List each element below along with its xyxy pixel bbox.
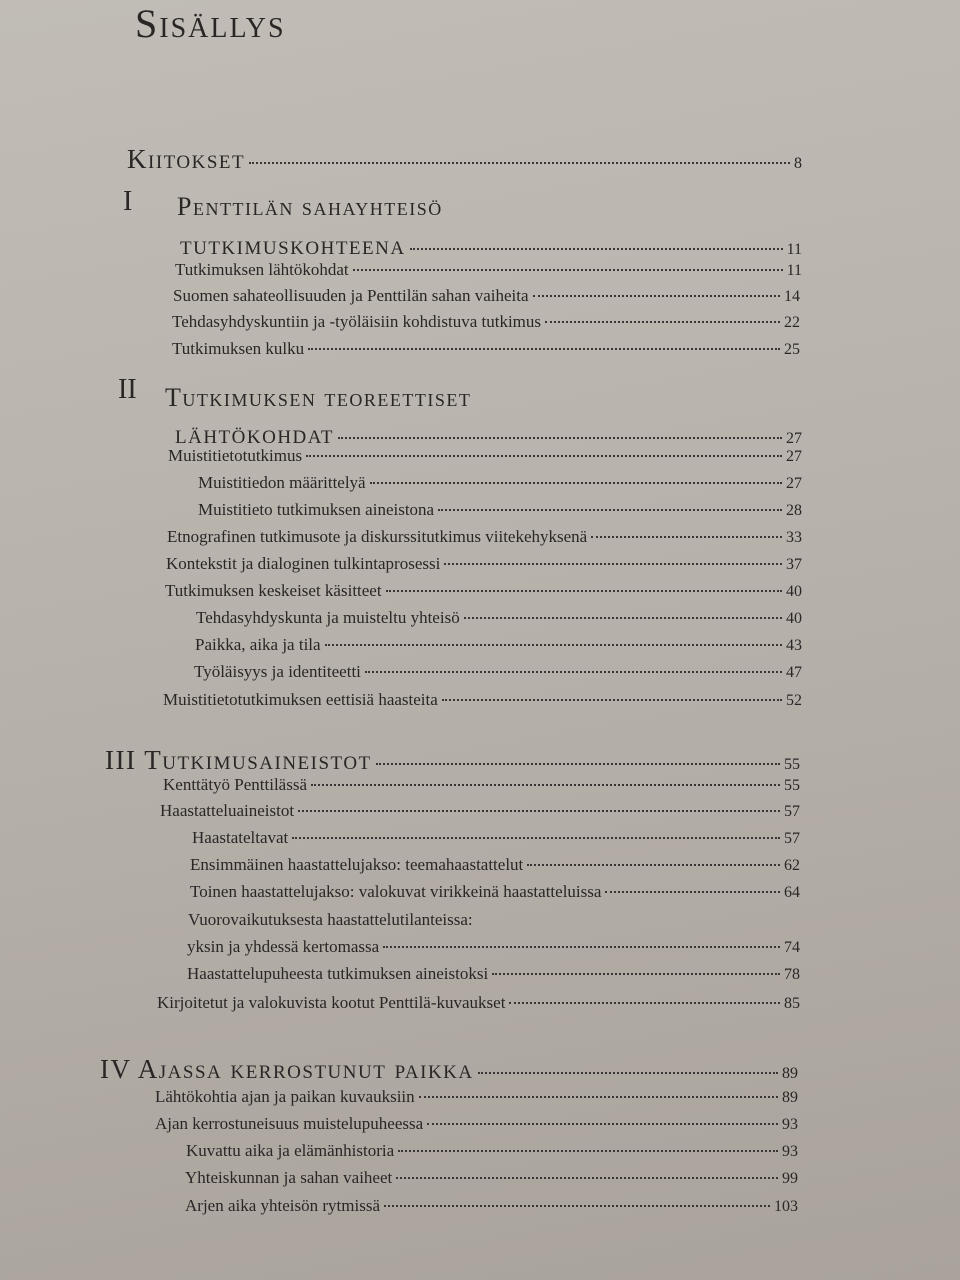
page-number: 28 bbox=[786, 502, 802, 519]
toc-section[interactable] bbox=[172, 337, 800, 361]
dot-leader bbox=[509, 1002, 780, 1004]
toc-entry-title: tutkimuskohteena bbox=[180, 230, 406, 260]
toc-section[interactable] bbox=[166, 552, 802, 576]
page-number: 55 bbox=[784, 756, 800, 773]
toc-entry-title: Toinen haastattelujakso: valokuvat virikkeinä haastatteluissa bbox=[190, 882, 602, 901]
page-number: 93 bbox=[782, 1116, 798, 1133]
page-number: 103 bbox=[774, 1198, 798, 1215]
toc-entry-title: Haastateltavat bbox=[192, 828, 289, 847]
toc-entry-title: Lähtökohtia ajan ja paikan kuvauksiin bbox=[155, 1087, 415, 1106]
toc-entry-title: Muistitieto tutkimuksen aineistona bbox=[198, 500, 435, 519]
toc-entry-title: Arjen aika yhteisön rytmissä bbox=[185, 1196, 380, 1215]
toc-entry-title: III Tutkimusaineistot bbox=[105, 745, 372, 775]
dot-leader bbox=[527, 864, 780, 866]
toc-subsection[interactable] bbox=[198, 471, 802, 495]
dot-leader bbox=[438, 509, 782, 511]
toc-subsection[interactable] bbox=[190, 880, 800, 904]
toc-subsection[interactable] bbox=[190, 853, 800, 877]
page-number: 8 bbox=[794, 155, 802, 172]
dot-leader bbox=[306, 455, 782, 457]
dot-leader bbox=[396, 1177, 778, 1179]
chapter-title-line: Penttilän sahayhteisö bbox=[177, 192, 443, 221]
page-number: 11 bbox=[786, 262, 802, 279]
page-number: 89 bbox=[782, 1089, 798, 1106]
dot-leader bbox=[249, 162, 790, 164]
dot-leader bbox=[478, 1072, 778, 1074]
dot-leader bbox=[427, 1123, 778, 1125]
dot-leader bbox=[444, 563, 782, 565]
toc-section[interactable] bbox=[165, 579, 802, 603]
dot-leader bbox=[308, 348, 780, 350]
page-number: 57 bbox=[784, 830, 800, 847]
chapter-numeral: II bbox=[118, 374, 137, 405]
dot-leader bbox=[492, 973, 780, 975]
toc-subsection[interactable] bbox=[196, 606, 802, 630]
toc-chapter[interactable] bbox=[180, 228, 802, 262]
dot-leader bbox=[464, 617, 782, 619]
dot-leader bbox=[353, 269, 783, 271]
toc-section[interactable] bbox=[173, 284, 800, 308]
page-number: 33 bbox=[786, 529, 802, 546]
toc-section[interactable] bbox=[163, 688, 802, 712]
toc-entry-title: Haastatteluaineistot bbox=[160, 801, 295, 820]
toc-entry-title: Kuvattu aika ja elämänhistoria bbox=[186, 1141, 395, 1160]
page-number: 27 bbox=[786, 475, 802, 492]
toc-entry-title: IV Ajassa kerrostunut paikka bbox=[100, 1054, 474, 1084]
page-number: 40 bbox=[786, 583, 802, 600]
toc-entry-title: Vuorovaikutuksesta haastattelutilanteissa: bbox=[188, 910, 473, 929]
toc-section[interactable] bbox=[157, 991, 800, 1015]
dot-leader bbox=[325, 644, 782, 646]
toc-entry-title: Muistitietotutkimus bbox=[168, 446, 303, 465]
toc-subsection[interactable] bbox=[185, 1194, 798, 1218]
page-number: 78 bbox=[784, 966, 800, 983]
page-number: 14 bbox=[784, 288, 800, 305]
toc-subsection[interactable] bbox=[194, 660, 802, 684]
page-number: 43 bbox=[786, 637, 802, 654]
page-number: 52 bbox=[786, 692, 802, 709]
toc-section[interactable] bbox=[167, 525, 802, 549]
toc-entry-title: yksin ja yhdessä kertomassa bbox=[187, 937, 380, 956]
dot-leader bbox=[383, 946, 780, 948]
toc-section[interactable] bbox=[163, 773, 800, 797]
toc-chapter[interactable] bbox=[100, 1052, 798, 1086]
page-number: 89 bbox=[782, 1065, 798, 1082]
toc-section[interactable] bbox=[155, 1112, 798, 1136]
toc-chapter[interactable] bbox=[127, 142, 802, 176]
dot-leader bbox=[591, 536, 782, 538]
dot-leader bbox=[338, 437, 782, 439]
toc-entry-title: Tutkimuksen lähtökohdat bbox=[175, 260, 349, 279]
toc-entry-title: lähtökohdat bbox=[175, 419, 334, 449]
toc-section[interactable] bbox=[160, 799, 800, 823]
dot-leader bbox=[376, 763, 780, 765]
dot-leader bbox=[292, 837, 780, 839]
chapter-numeral: I bbox=[123, 186, 133, 217]
toc-subsection[interactable] bbox=[198, 498, 802, 522]
toc-entry-title: Tutkimuksen kulku bbox=[172, 339, 305, 358]
page-number: 93 bbox=[782, 1143, 798, 1160]
page-number: 64 bbox=[784, 884, 800, 901]
dot-leader bbox=[533, 295, 781, 297]
dot-leader bbox=[370, 482, 782, 484]
dot-leader bbox=[545, 321, 780, 323]
toc-section[interactable] bbox=[168, 444, 802, 468]
dot-leader bbox=[410, 248, 783, 250]
dot-leader bbox=[605, 891, 780, 893]
toc-subsection[interactable] bbox=[195, 633, 802, 657]
toc-entry-title: Kenttätyö Penttilässä bbox=[163, 775, 308, 794]
page-number: 25 bbox=[784, 341, 800, 358]
page-number: 22 bbox=[784, 314, 800, 331]
page-number: 85 bbox=[784, 995, 800, 1012]
toc-entry-title: Kirjoitetut ja valokuvista kootut Penttilä-kuvaukset bbox=[157, 993, 506, 1012]
page-number: 74 bbox=[784, 939, 800, 956]
toc-section[interactable] bbox=[172, 310, 800, 334]
page-number: 47 bbox=[786, 664, 802, 681]
dot-leader bbox=[386, 590, 782, 592]
dot-leader bbox=[384, 1205, 770, 1207]
toc-entry-title: Kontekstit ja dialoginen tulkintaprosessi bbox=[166, 554, 441, 573]
chapter-title-line: Tutkimuksen teoreettiset bbox=[165, 383, 472, 412]
dot-leader bbox=[311, 784, 780, 786]
toc-entry-title: Haastattelupuheesta tutkimuksen aineistoksi bbox=[187, 964, 489, 983]
toc-section[interactable] bbox=[155, 1085, 798, 1109]
page-number: 11 bbox=[786, 241, 802, 258]
page-number: 40 bbox=[786, 610, 802, 627]
toc-entry-title: Ajan kerrostuneisuus muistelupuheessa bbox=[155, 1114, 424, 1133]
toc-entry-title: Yhteiskunnan ja sahan vaiheet bbox=[185, 1168, 393, 1187]
toc-entry-title: Tutkimuksen keskeiset käsitteet bbox=[165, 581, 382, 600]
toc-entry-title: Kiitokset bbox=[127, 144, 246, 174]
toc-entry-title: Tehdasyhdyskunta ja muisteltu yhteisö bbox=[196, 608, 460, 627]
dot-leader bbox=[442, 699, 782, 701]
toc-entry-title: Muistitiedon määrittelyä bbox=[198, 473, 366, 492]
toc-entry-title: Paikka, aika ja tila bbox=[195, 635, 321, 654]
page-number: 62 bbox=[784, 857, 800, 874]
toc-subsection[interactable] bbox=[187, 935, 800, 959]
page-number: 27 bbox=[786, 430, 802, 447]
page-number: 27 bbox=[786, 448, 802, 465]
dot-leader bbox=[365, 671, 782, 673]
page-number: 37 bbox=[786, 556, 802, 573]
page-title: Sisällys bbox=[135, 1, 286, 46]
toc-entry-title: Suomen sahateollisuuden ja Penttilän sahan vaiheita bbox=[173, 286, 529, 305]
page-number: 99 bbox=[782, 1170, 798, 1187]
toc-entry-title: Työläisyys ja identiteetti bbox=[194, 662, 361, 681]
page-number: 55 bbox=[784, 777, 800, 794]
toc-subsection[interactable] bbox=[185, 1166, 798, 1190]
toc-subsection[interactable] bbox=[186, 1139, 798, 1163]
dot-leader bbox=[419, 1096, 778, 1098]
toc-subsection[interactable] bbox=[187, 962, 800, 986]
toc-entry-title: Muistitietotutkimuksen eettisiä haasteita bbox=[163, 690, 438, 709]
toc-entry-title: Tehdasyhdyskuntiin ja -työläisiin kohdistuva tutkimus bbox=[172, 312, 542, 331]
dot-leader bbox=[398, 1150, 778, 1152]
toc-entry-title: Ensimmäinen haastattelujakso: teemahaastattelut bbox=[190, 855, 524, 874]
toc-subsection[interactable] bbox=[188, 908, 800, 932]
toc-section[interactable] bbox=[175, 258, 802, 282]
dot-leader bbox=[298, 810, 780, 812]
toc-entry-title: Etnografinen tutkimusote ja diskurssitutkimus viitekehyksenä bbox=[167, 527, 588, 546]
page-number: 57 bbox=[784, 803, 800, 820]
toc-chapter[interactable] bbox=[105, 743, 800, 777]
toc-subsection[interactable] bbox=[192, 826, 800, 850]
